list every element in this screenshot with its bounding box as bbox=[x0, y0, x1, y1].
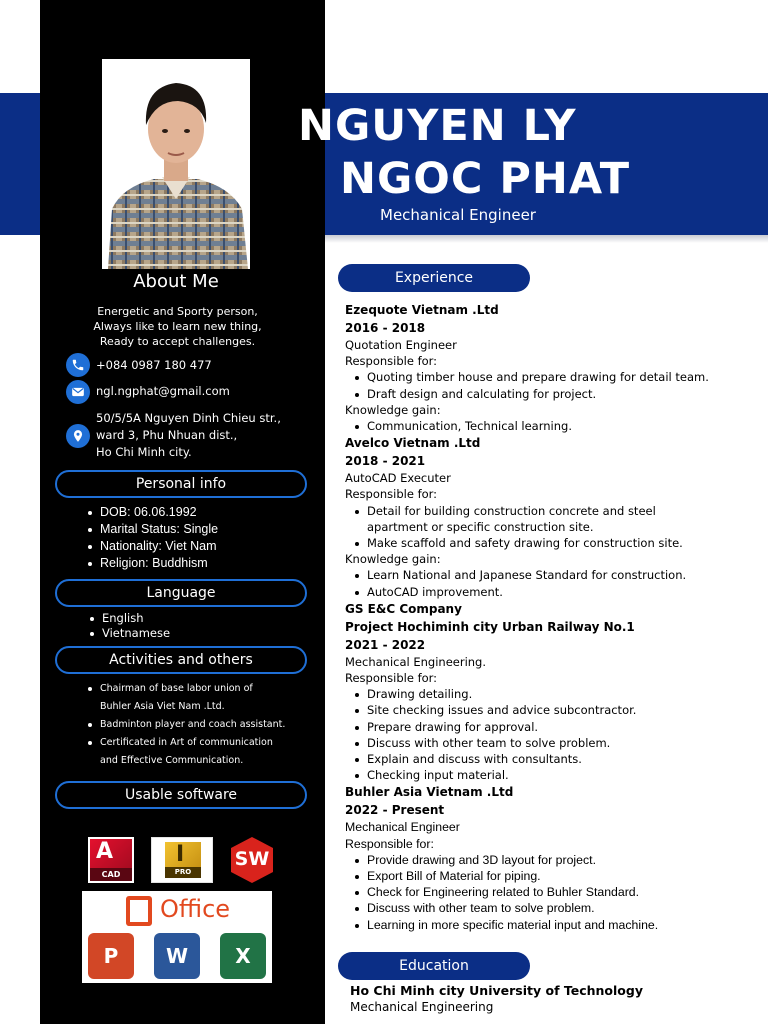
profile-photo bbox=[102, 59, 250, 269]
about-text bbox=[60, 304, 295, 349]
inventor-logo: I PRO bbox=[151, 837, 213, 883]
resp-label: Responsible for: bbox=[345, 671, 438, 686]
word-icon: W bbox=[154, 933, 200, 979]
list-item: DOB: 06.06.1992 bbox=[88, 504, 218, 521]
address bbox=[96, 410, 281, 461]
experience-heading: Experience bbox=[338, 264, 530, 292]
solidworks-logo: SW bbox=[228, 836, 276, 884]
list-item: Draft design and calculating for project. bbox=[345, 386, 760, 402]
project-name: Project Hochiminh city Urban Railway No.1 bbox=[345, 619, 635, 634]
list-item: Nationality: Viet Nam bbox=[88, 538, 218, 555]
list-item: Chairman of base labor union of Buhler Asia Viet Nam .Ltd. bbox=[88, 680, 285, 716]
phone-number: +084 0987 180 477 bbox=[96, 358, 212, 372]
list-item-continuation: apartment or specific construction site. bbox=[367, 519, 594, 534]
software-heading: Usable software bbox=[55, 781, 307, 809]
address-line: Ho Chi Minh city. bbox=[96, 445, 192, 459]
resp-label: Responsible for: bbox=[345, 354, 438, 369]
list-item: Vietnamese bbox=[90, 626, 170, 641]
about-line: Energetic and Sporty person, bbox=[97, 305, 258, 318]
company-name: Avelco Vietnam .Ltd bbox=[345, 436, 481, 451]
list-item: Learning in more specific material input and machine. bbox=[345, 917, 760, 933]
job-role: AutoCAD Executer bbox=[345, 471, 451, 486]
job-role: Quotation Engineer bbox=[345, 338, 457, 352]
company-name: GS E&C Company bbox=[345, 601, 462, 616]
job-period: 2016 - 2018 bbox=[345, 321, 426, 335]
resp-label: Responsible for: bbox=[345, 487, 438, 502]
job-period: 2018 - 2021 bbox=[345, 454, 426, 469]
job-title: Mechanical Engineer bbox=[380, 206, 536, 224]
resp-label: Responsible for: bbox=[345, 836, 434, 851]
education-details bbox=[350, 982, 643, 1016]
autocad-logo: A CAD bbox=[88, 837, 134, 883]
gain-label: Knowledge gain: bbox=[345, 552, 441, 567]
address-line: 50/5/5A Nguyen Dinh Chieu str., bbox=[96, 411, 281, 425]
list-item: Discuss with other team to solve problem. bbox=[345, 735, 760, 751]
job-period: 2021 - 2022 bbox=[345, 637, 426, 652]
list-item: Provide drawing and 3D layout for project. bbox=[345, 852, 760, 868]
language-heading: Language bbox=[55, 579, 307, 607]
list-item: Drawing detailing. bbox=[345, 686, 760, 702]
school-name: Ho Chi Minh city University of Technology bbox=[350, 983, 643, 998]
address-line: ward 3, Phu Nhuan dist., bbox=[96, 428, 238, 442]
list-item: Detail for building construction concrete and steel bbox=[345, 503, 760, 519]
language-list bbox=[90, 611, 170, 641]
activities-list bbox=[88, 680, 285, 770]
list-item: Make scaffold and safety drawing for construction site. bbox=[345, 535, 760, 551]
personal-info-list bbox=[88, 504, 218, 572]
about-heading: About Me bbox=[133, 271, 219, 292]
list-item: Certificated in Art of communication and Effective Communication. bbox=[88, 734, 285, 770]
company-name: Ezequote Vietnam .Ltd bbox=[345, 303, 499, 317]
office-logo: Office P W X bbox=[82, 891, 272, 983]
email-address: ngl.ngphat@gmail.com bbox=[96, 384, 230, 398]
list-item: English bbox=[90, 611, 170, 626]
activities-heading: Activities and others bbox=[55, 646, 307, 674]
company-name: Buhler Asia Vietnam .Ltd bbox=[345, 785, 514, 800]
list-item: Export Bill of Material for piping. bbox=[345, 868, 760, 884]
job-role: Mechanical Engineering. bbox=[345, 654, 487, 669]
list-item: Marital Status: Single bbox=[88, 521, 218, 538]
office-icon bbox=[126, 896, 152, 926]
powerpoint-icon: P bbox=[88, 933, 134, 979]
list-item: Site checking issues and advice subcontractor. bbox=[345, 702, 760, 718]
gain-label: Knowledge gain: bbox=[345, 402, 441, 417]
location-pin-icon bbox=[66, 424, 90, 448]
list-item: Prepare drawing for approval. bbox=[345, 719, 760, 735]
name-line-2: NGOC PHAT bbox=[340, 154, 631, 204]
list-item: Check for Engineering related to Buhler Standard. bbox=[345, 884, 760, 900]
email-icon bbox=[66, 380, 90, 404]
major: Mechanical Engineering bbox=[350, 1000, 494, 1014]
name-line-1: NGUYEN LY bbox=[298, 101, 577, 151]
list-item: Religion: Buddhism bbox=[88, 555, 218, 572]
about-line: Ready to accept challenges. bbox=[99, 335, 256, 348]
excel-icon: X bbox=[220, 933, 266, 979]
list-item: Explain and discuss with consultants. bbox=[345, 751, 760, 767]
list-item: Learn National and Japanese Standard for construction. bbox=[345, 567, 760, 583]
list-item: Checking input material. bbox=[345, 767, 760, 783]
job-period: 2022 - Present bbox=[345, 803, 445, 818]
list-item: Discuss with other team to solve problem. bbox=[345, 900, 760, 916]
header-band-shadow bbox=[325, 235, 768, 243]
about-line: Always like to learn new thing, bbox=[93, 320, 262, 333]
list-item: Communication, Technical learning. bbox=[345, 418, 760, 434]
phone-icon bbox=[66, 353, 90, 377]
list-item: AutoCAD improvement. bbox=[345, 584, 760, 600]
experience-list bbox=[345, 301, 760, 933]
education-heading: Education bbox=[338, 952, 530, 980]
list-item: Badminton player and coach assistant. bbox=[88, 716, 285, 734]
list-item: Quoting timber house and prepare drawing for detail team. bbox=[345, 369, 760, 385]
personal-info-heading: Personal info bbox=[55, 470, 307, 498]
job-role: Mechanical Engineer bbox=[345, 820, 460, 835]
